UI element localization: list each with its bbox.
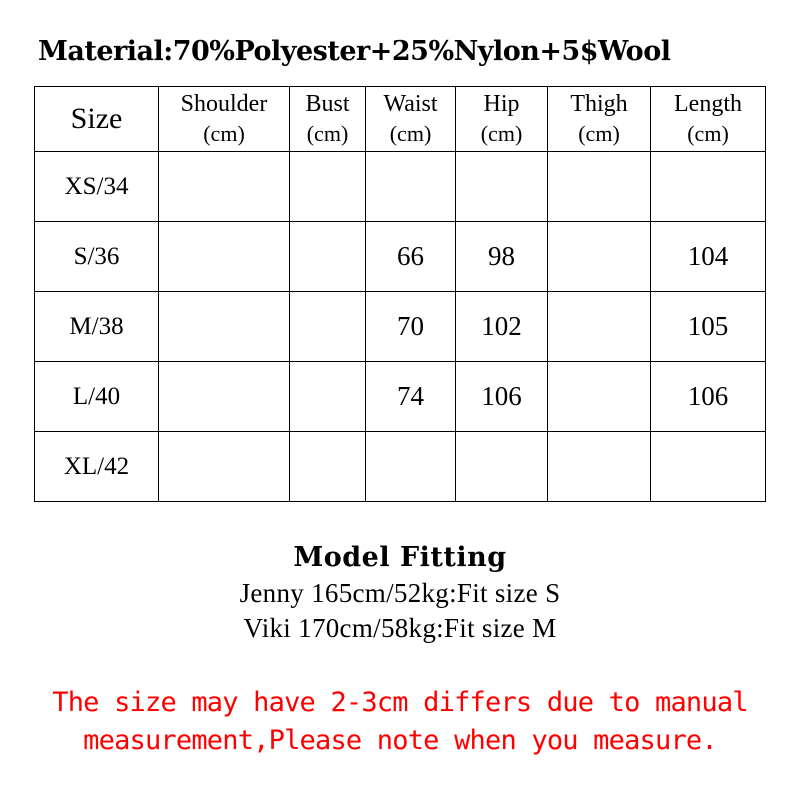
note-line-2: measurement,Please note when you measure. [83,725,717,756]
header-bust-unit: (cm) [306,121,349,146]
size-chart-table [34,86,766,502]
thigh-cell [548,152,651,222]
header-shoulder-unit: (cm) [203,121,245,146]
thigh-cell [548,222,651,292]
shoulder-cell [159,362,290,432]
waist-cell: 70 [366,292,456,362]
header-thigh-unit: (cm) [578,121,620,146]
note-line-1: The size may have 2-3cm differs due to manual [52,687,748,718]
waist-cell [366,152,456,222]
header-bust [290,87,366,152]
model-fitting-title: Model Fitting [293,542,507,573]
size-cell: L/40 [35,362,159,432]
header-hip [456,87,548,152]
length-cell [651,432,766,502]
model-fitting-jenny: Jenny 165cm/52kg:Fit size S [239,578,561,608]
header-thigh [548,87,651,152]
model-fitting-viki: Viki 170cm/58kg:Fit size M [243,613,557,643]
header-waist-label: Waist [383,91,438,117]
thigh-cell [548,432,651,502]
table-row [35,362,766,432]
shoulder-cell [159,292,290,362]
bust-cell [290,432,366,502]
header-length [651,87,766,152]
bust-cell [290,152,366,222]
material-label: Material:70%Polyester+25%Nylon+5$Wool [38,36,671,67]
hip-cell [456,432,548,502]
length-cell: 104 [651,222,766,292]
table-row [35,222,766,292]
header-length-unit: (cm) [687,121,729,146]
header-shoulder-label: Shoulder [180,91,268,117]
length-cell: 105 [651,292,766,362]
size-cell: XL/42 [35,432,159,502]
waist-cell: 74 [366,362,456,432]
size-cell: M/38 [35,292,159,362]
header-waist-unit: (cm) [389,121,432,146]
bust-cell [290,362,366,432]
header-bust-label: Bust [305,91,350,117]
length-cell [651,152,766,222]
thigh-cell [548,362,651,432]
header-waist [366,87,456,152]
header-hip-unit: (cm) [480,121,523,146]
table-row [35,152,766,222]
hip-cell: 98 [456,222,548,292]
size-cell: XS/34 [35,152,159,222]
size-difference-note [0,684,800,760]
hip-cell: 102 [456,292,548,362]
shoulder-cell [159,432,290,502]
header-thigh-label: Thigh [570,91,628,117]
shoulder-cell [159,152,290,222]
hip-cell [456,152,548,222]
header-shoulder [159,87,290,152]
header-length-label: Length [674,91,742,117]
shoulder-cell [159,222,290,292]
table-row [35,432,766,502]
hip-cell: 106 [456,362,548,432]
table-row [35,292,766,362]
waist-cell: 66 [366,222,456,292]
table-header-row [35,87,766,152]
model-fitting-section [0,540,800,646]
header-size: Size [35,87,159,152]
size-cell: S/36 [35,222,159,292]
bust-cell [290,222,366,292]
thigh-cell [548,292,651,362]
header-hip-label: Hip [483,91,520,117]
bust-cell [290,292,366,362]
waist-cell [366,432,456,502]
length-cell: 106 [651,362,766,432]
